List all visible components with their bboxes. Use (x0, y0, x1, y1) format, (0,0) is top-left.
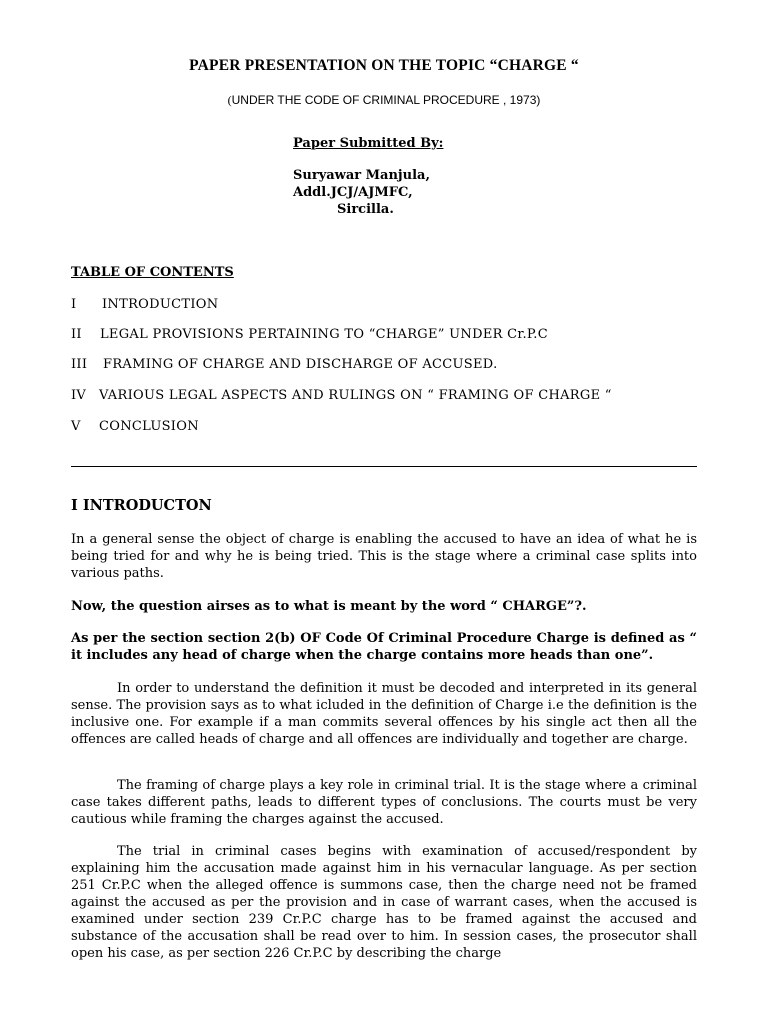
toc-item-number: III (71, 357, 88, 372)
toc-item-number: V (71, 419, 81, 434)
document-subtitle (0, 93, 768, 108)
paragraph-question: Now, the question airses as to what is meant by the word “ CHARGE”?. (71, 599, 587, 614)
toc-item-text: INTRODUCTION (102, 297, 219, 312)
subtitle-text: UNDER THE CODE OF CRIMINAL PROCEDURE , 1973) (231, 93, 541, 107)
author-place: Sircilla. (337, 202, 394, 217)
toc-item-number: IV (71, 388, 87, 403)
document-title: PAPER PRESENTATION ON THE TOPIC “CHARGE “ (189, 57, 579, 74)
toc-item (71, 419, 199, 434)
paragraph: The trial in criminal cases begins with examination of accused/respondent by explaining him the accusation made against him in his vernacular language. As per section 251 Cr.P.C when the alleged offence is summons case, then the charge need not be framed against the accused as per the provision and in case of warrant cases, when the accused is examined under section 239 Cr.P.C charge has to be framed against the accused and substance of the accusation shall be read over to him. In session cases, the prosecutor shall open his case, as per section 226 Cr.P.C by describing the charge (71, 844, 697, 961)
toc-item (71, 297, 218, 312)
paragraph: In a general sense the object of charge is enabling the accused to have an idea of what he is being tried for and why he is being tried. This is the stage where a criminal case splits into various paths. (71, 532, 697, 581)
toc-item-number: II (71, 327, 82, 342)
paragraph: The framing of charge plays a key role in criminal trial. It is the stage where a criminal case takes different paths, leads to different types of conclusions. The courts must be very cautious while framing the charges against the accused. (71, 778, 697, 827)
toc-item (71, 388, 612, 403)
paragraph-definition: As per the section section 2(b) OF Code Of Criminal Procedure Charge is defined as “ it includes any head of charge when the charge contains more heads than one”. (71, 631, 697, 663)
horizontal-rule (71, 466, 697, 467)
subtitle-open-paren: ( (227, 93, 232, 107)
toc-item (71, 357, 498, 372)
toc-item (71, 327, 548, 342)
toc-heading: TABLE OF CONTENTS (71, 265, 234, 280)
submitted-by-label: Paper Submitted By: (293, 136, 444, 151)
author-name: Suryawar Manjula, (293, 168, 430, 183)
toc-item-text: FRAMING OF CHARGE AND DISCHARGE OF ACCUSED. (103, 357, 498, 372)
toc-item-text: CONCLUSION (99, 419, 199, 434)
paragraph: In order to understand the definition it must be decoded and interpreted in its general sense. The provision says as to what icluded in the definition of Charge i.e the definition is the inclusive one. For example if a man commits several offences by his single act then all the offences are called heads of charge and all offences are individually and together are charge. (71, 681, 697, 747)
toc-item-text: VARIOUS LEGAL ASPECTS AND RULINGS ON “ FRAMING OF CHARGE “ (99, 388, 612, 403)
toc-item-text: LEGAL PROVISIONS PERTAINING TO “CHARGE” UNDER Cr.P.C (100, 327, 548, 342)
toc-item-number: I (71, 297, 77, 312)
author-role: Addl.JCJ/AJMFC, (293, 185, 413, 200)
section-heading: I INTRODUCTON (71, 497, 212, 514)
